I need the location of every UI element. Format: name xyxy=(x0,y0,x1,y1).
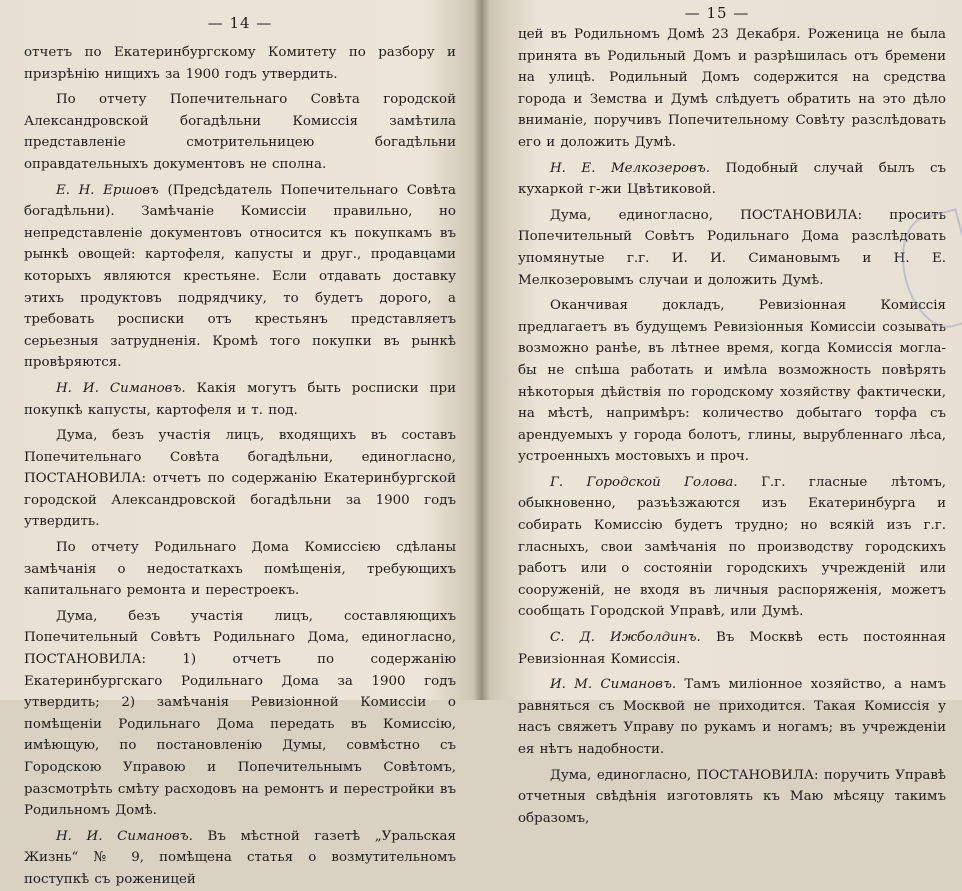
paragraph xyxy=(24,42,456,85)
speech-paragraph xyxy=(518,627,946,670)
paragraph-text: Дума, единогласно, ПОСТАНОВИЛА: поручить Управѣ отчетныя свѣдѣнія изготовлять къ Маю мѣсяцу такимъ образомъ, xyxy=(518,767,946,826)
speaker-name: Г. Городской Голова. xyxy=(550,474,738,490)
speech-text: Г.г. гласные лѣтомъ, обыкновенно, разъѣзжаются изъ Екатеринбурга и собирать Комиссію будетъ трудно; но всякій изъ г.г. гласныхъ, свои замѣчанія по производству городскихъ работъ или о состояніи городскихъ учрежденій или сооруженій, не входя въ личныя распоряженія, можетъ сообщать Городской Управѣ, или Думѣ. xyxy=(518,474,946,620)
page-number-right: — 15 — xyxy=(684,4,750,22)
speech-text: Въ мѣстной газетѣ „Уральская Жизнь“ № 9, помѣщена статья о возмутительномъ поступкѣ съ роженицей xyxy=(24,828,456,887)
speaker-name: С. Д. Ижболдинъ. xyxy=(550,630,701,646)
speech-text: Въ Москвѣ есть постоянная Ревизіонная Комиссія. xyxy=(518,630,946,667)
paragraph xyxy=(518,24,946,154)
speech-paragraph xyxy=(518,674,946,760)
speech-text: (Предсѣдатель Попечительнаго Совѣта богадѣльни). Замѣчаніе Комиссіи правильно, но непредставленіе документовъ относится къ покупкамъ въ рынкѣ овощей: картофеля, капусты и друг., продавцами которыхъ являются крестьяне. Если отдавать доставку этихъ продуктовъ подрядчику, то будетъ дорого, а требовать росписки отъ крестьянъ представляетъ серьезныя затрудненія. Кромѣ того покупки въ рынкѣ провѣряются. xyxy=(24,182,457,371)
speaker-name: Н. И. Симановъ. xyxy=(56,828,193,844)
speaker-name: Е. Н. Ершовъ xyxy=(56,182,159,198)
page-number-left: — 14 — xyxy=(207,14,273,32)
speech-text: Тамъ миліонное хозяйство, а намъ равняться съ Москвой не приходится. Такая Комиссія у насъ свяжетъ Управу по рукамъ и ногамъ; въ учрежденіи ея нѣтъ надобности. xyxy=(518,677,946,757)
paragraph-text: По отчету Родильнаго Дома Комиссією сдѣланы замѣчанія о недостаткахъ помѣщенія, требующихъ капитальнаго ремонта и перестроекъ. xyxy=(24,540,456,599)
paragraph-text: отчетъ по Екатеринбургскому Комитету по разбору и призрѣнію нищихъ за 1900 годъ утвердить. xyxy=(24,45,456,82)
paragraph-text: Дума, безъ участія лицъ, входящихъ въ составъ Попечительнаго Совѣта богадѣльни, единогласно, ПОСТАНОВИЛА: отчетъ по содержанію Екатеринбургской городской Александровской богадѣльни за 1900 годъ утвердить. xyxy=(24,428,456,530)
resolution-paragraph xyxy=(24,606,456,822)
resolution-paragraph xyxy=(518,205,946,291)
paragraph-text: Дума, единогласно, ПОСТАНОВИЛА: просить Попечительный Совѣтъ Родильнаго Дома разслѣдовать упомянутые г.г. И. И. Симановымъ и Н. Е. Мелкозеровымъ случаи и доложить Думѣ. xyxy=(518,207,946,288)
speech-text: Подобный случай былъ съ кухаркой г-жи Цвѣтиковой. xyxy=(518,160,946,198)
speech-paragraph xyxy=(24,180,456,374)
left-page xyxy=(0,0,480,887)
speech-text: Какія могутъ быть росписки при покупкѣ капусты, картофеля и т. под. xyxy=(24,380,456,418)
speech-paragraph xyxy=(24,378,456,421)
resolution-paragraph xyxy=(24,425,456,533)
paragraph-text: цей въ Родильномъ Домѣ 23 Декабря. Роженица не была принята въ Родильный Домъ и разрѣшилась отъ бремени на улицѣ. Родильный Домъ содержится на средства города и Земства и Думѣ слѣдуетъ обратить на это дѣло вниманіе, поручивъ Попечительному Совѣту разслѣдовать его и доложить Думѣ. xyxy=(518,27,946,150)
speech-paragraph xyxy=(518,158,946,201)
paragraph-text: Дума, безъ участія лицъ, составляющихъ Попечительный Совѣтъ Родильнаго Дома, единогласно, ПОСТАНОВИЛА: 1) отчетъ по содержанію Екатеринбургскаго Родильнаго Дома за 1900 годъ утвердить; 2) замѣчанія Ревизіонной Комиссіи о помѣщеніи Родильнаго Дома передать въ Комиссію, имѣющую, по постановленію Думы, совмѣстно съ Городскою Управою и Попечительнымъ Совѣтомъ, разсмотрѣть смѣту расходовъ на ремонтъ и перестройки въ Родильномъ Домѣ. xyxy=(24,608,456,819)
paragraph xyxy=(24,537,456,602)
paragraph xyxy=(518,295,946,468)
speaker-name: И. М. Симановъ. xyxy=(550,677,677,693)
right-page xyxy=(482,0,962,826)
resolution-paragraph xyxy=(518,765,946,830)
speech-paragraph xyxy=(518,472,946,623)
speaker-name: Н. И. Симановъ. xyxy=(56,380,186,396)
paragraph-text: По отчету Попечительнаго Совѣта городской Александровской богадѣльни Комиссія замѣтила представленіе смотрительницею богадѣльни оправдательныхъ документовъ не сполна. xyxy=(24,92,456,172)
paragraph-text: Оканчивая докладъ, Ревизіонная Комиссія предлагаетъ въ будущемъ Ревизіонныя Комиссіи созывать возможно ранѣе, въ лѣтнее время, когда Комиссія могла-бы не спѣша работать и имѣла возможность повѣрять нѣкоторыя дѣйствія по городскому хозяйству фактически, на мѣстѣ, напримѣръ: количество добытаго торфа съ арендуемыхъ у города болотъ, глины, вырубленнаго лѣса, устроенныхъ мостовыхъ и проч. xyxy=(518,298,946,465)
speaker-name: Н. Е. Мелкозеровъ. xyxy=(550,160,710,176)
paragraph xyxy=(24,89,456,175)
speech-paragraph xyxy=(24,826,456,891)
